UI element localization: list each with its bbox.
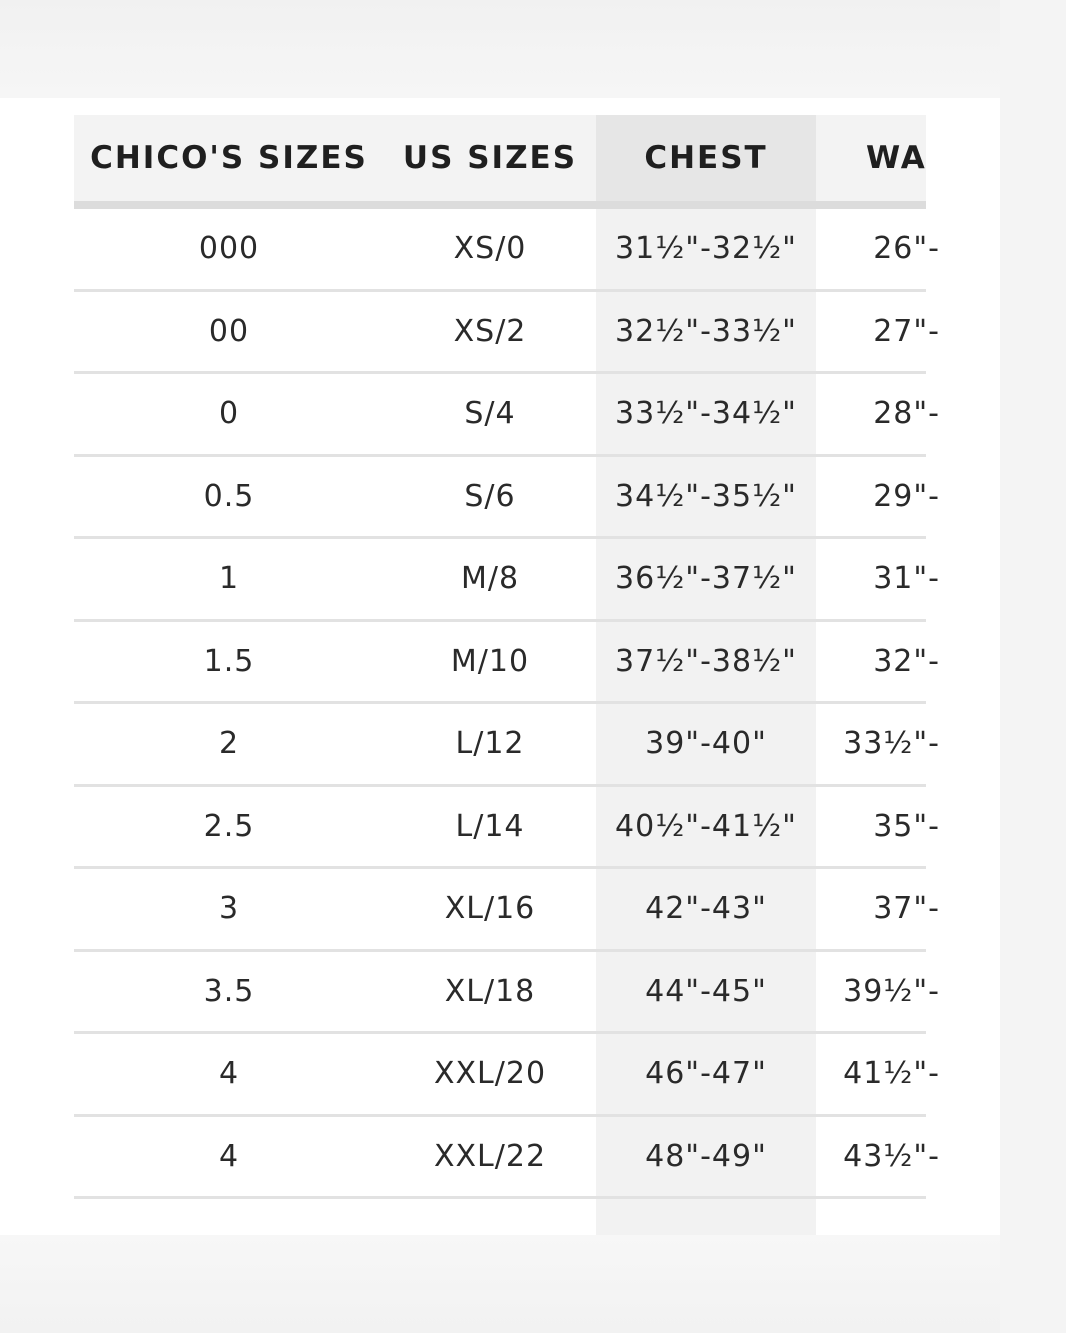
header-waist: WA [866,140,927,176]
cell-us-size: XS/0 [453,231,527,266]
cell-chest: 34½"-35½" [615,478,797,514]
cell-waist-text: 29"- [873,478,940,514]
cell-chicos-size: 1.5 [203,643,255,679]
table-row [74,209,940,292]
cell-chicos-size: 2.5 [203,808,255,844]
cell-us-size: L/14 [455,808,525,844]
table-row [74,952,940,1035]
cell-us-size: XXL/20 [433,1056,547,1091]
table-header [74,115,926,201]
cell-us-size: M/8 [460,561,520,596]
cell-waist-text: 39½"- [843,973,940,1009]
table-row [74,374,940,457]
cell-chest: 48"-49" [645,1138,767,1174]
cell-waist [816,374,940,454]
cell-waist-text: 43½"- [843,1138,940,1174]
cell-waist-text: 28"- [873,396,940,431]
header-us-sizes: US SIZES [402,140,578,176]
cell-us-size: XL/18 [444,973,536,1009]
table-row [74,1034,940,1117]
table-row [74,457,940,540]
cell-waist-text: 27"- [873,313,940,349]
cell-waist-text: 35"- [873,808,940,844]
cell-chest: 33½"-34½" [615,396,797,431]
cell-chest: 39"-40" [645,726,767,761]
cell-chicos-size: 3 [218,891,240,926]
cell-waist-text: 26"- [873,231,940,266]
header-chicos-sizes: CHICO'S SIZES [90,140,368,176]
cell-waist [816,1034,940,1114]
cell-us-size: L/12 [455,726,525,761]
cell-chicos-size: 00 [208,313,250,349]
cell-waist [816,952,940,1032]
cell-chest: 36½"-37½" [615,561,797,596]
cell-waist [816,1117,940,1197]
cell-chicos-size: 000 [198,231,260,266]
cell-us-size: S/6 [464,478,516,514]
header-divider [74,201,926,209]
table-row [74,292,940,375]
cell-chest: 42"-43" [645,891,767,926]
cell-chicos-size: 2 [218,726,240,761]
cell-chest: 44"-45" [645,973,767,1009]
cell-waist-text: 32"- [873,643,940,679]
cell-chicos-size: 3.5 [203,973,255,1009]
cell-chicos-size: 1 [218,561,240,596]
table-row [74,539,940,622]
cell-waist-text: 41½"- [843,1056,940,1091]
cell-chicos-size: 4 [218,1056,240,1091]
cell-us-size: XL/16 [444,891,536,926]
cell-us-size: M/10 [450,643,530,679]
cell-chest: 32½"-33½" [615,313,797,349]
cell-us-size: XS/2 [453,313,527,349]
table-row [74,704,940,787]
cell-waist [816,209,940,289]
cell-waist [816,704,940,784]
cell-chest: 46"-47" [645,1056,767,1091]
cell-chicos-size: 0.5 [203,478,255,514]
cell-waist [816,457,940,537]
cell-waist [816,539,940,619]
header-chest: CHEST [644,140,768,176]
size-chart-table[interactable] [74,115,940,1235]
cell-waist-text: 37"- [873,891,940,926]
cell-waist-text: 31"- [873,561,940,596]
table-row [74,787,940,870]
cell-waist [816,869,940,949]
cell-us-size: S/4 [464,396,516,431]
cell-chest: 40½"-41½" [615,808,797,844]
cell-waist-text: 33½"- [843,726,940,761]
cell-chest: 31½"-32½" [615,231,797,266]
cell-chicos-size: 4 [218,1138,240,1174]
table-row [74,1117,940,1200]
cell-waist [816,622,940,702]
table-row [74,622,940,705]
cell-us-size: XXL/22 [433,1138,547,1174]
table-body [74,209,940,1199]
cell-waist [816,292,940,372]
cell-chicos-size: 0 [218,396,240,431]
cell-chest: 37½"-38½" [615,643,797,679]
cell-waist [816,787,940,867]
table-row [74,869,940,952]
